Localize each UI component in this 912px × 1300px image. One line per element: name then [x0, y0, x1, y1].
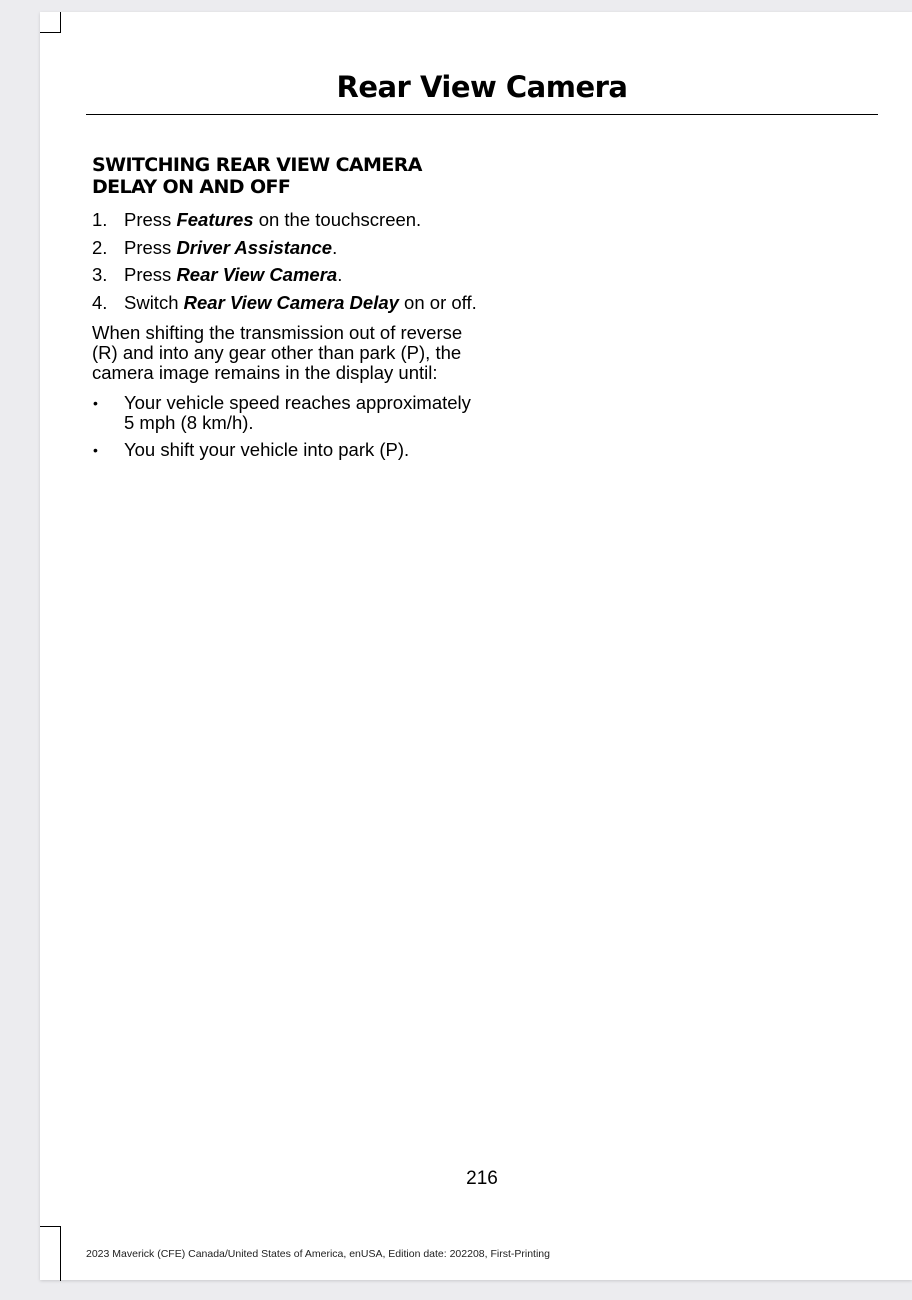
step-text: Press [124, 264, 177, 285]
section-heading-line2: DELAY ON AND OFF [92, 176, 291, 198]
step-number: 4. [92, 291, 108, 313]
step-emphasis: Rear View Camera Delay [183, 291, 399, 313]
step-number: 3. [92, 264, 108, 285]
step-item [92, 293, 477, 313]
step-number: 2. [92, 236, 108, 258]
step-text: Switch [124, 291, 184, 313]
step-text: . [337, 264, 343, 285]
bullet-list [92, 393, 477, 461]
step-text: Press [124, 209, 177, 230]
bullet-item [92, 440, 477, 460]
document-page [40, 12, 912, 1280]
step-text: on the touchscreen. [253, 209, 422, 230]
footer-text: 2023 Maverick (CFE) Canada/United States of America, enUSA, Edition date: 202208, First-Printing [86, 1248, 550, 1260]
crop-mark-top [40, 12, 61, 33]
crop-mark-bottom [40, 1226, 61, 1281]
step-item [92, 238, 477, 258]
page-number: 216 [466, 1168, 498, 1189]
step-text: . [332, 236, 338, 258]
step-item [92, 210, 477, 230]
bullet-dot-icon: • [93, 394, 98, 411]
bullet-text: Your vehicle speed reaches approximately 5 mph (8 km/h). [124, 391, 471, 433]
step-number: 1. [92, 209, 108, 230]
title-divider [86, 114, 878, 115]
step-text: on or off. [398, 291, 477, 313]
section-heading-line1: SWITCHING REAR VIEW CAMERA [92, 154, 422, 176]
step-emphasis: Driver Assistance [176, 236, 333, 258]
page-title: Rear View Camera [336, 70, 628, 104]
step-emphasis: Rear View Camera [176, 264, 338, 285]
steps-list [92, 210, 477, 313]
body-paragraph: When shifting the transmission out of reverse (R) and into any gear other than park (P), the camera image remains in the display until: [92, 321, 463, 383]
step-emphasis: Features [176, 209, 254, 230]
bullet-dot-icon: • [93, 442, 98, 458]
section-heading [92, 154, 492, 198]
step-text: Press [124, 236, 177, 258]
step-item [92, 265, 477, 285]
bullet-text: You shift your vehicle into park (P). [124, 439, 410, 460]
bullet-item [92, 393, 477, 433]
section-content [92, 210, 477, 468]
